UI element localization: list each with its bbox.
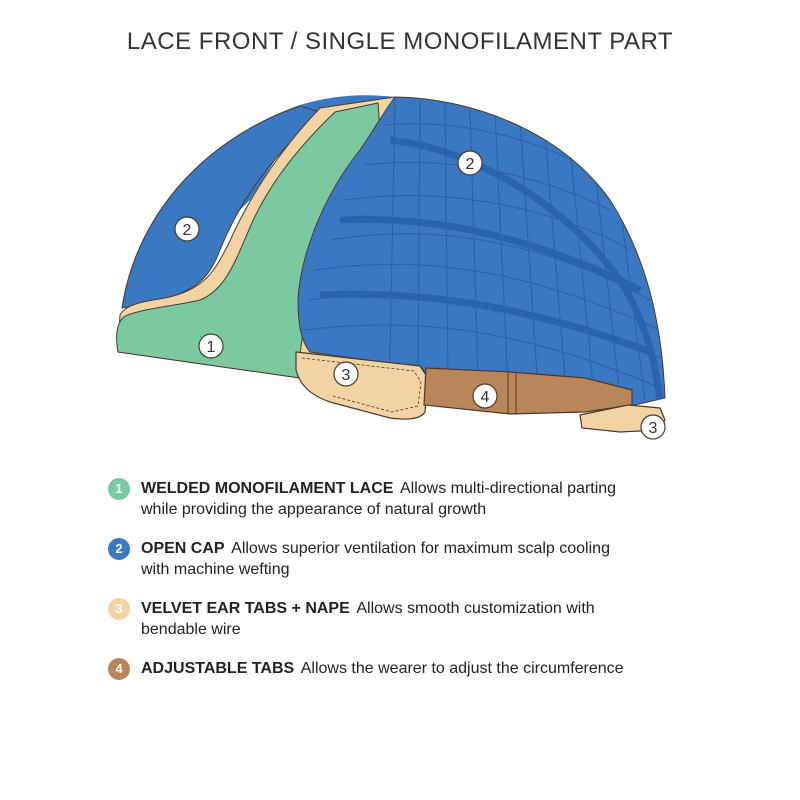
svg-text:3: 3 bbox=[648, 420, 658, 437]
marker-ear-tab bbox=[334, 362, 358, 386]
legend-name: OPEN CAP bbox=[141, 540, 225, 557]
legend-description: Allows smooth customization with bbox=[356, 600, 595, 617]
legend-text bbox=[141, 658, 624, 679]
wig-cap-diagram bbox=[0, 80, 800, 460]
legend-text bbox=[141, 598, 595, 640]
svg-text:4: 4 bbox=[480, 389, 490, 406]
legend-badge: 3 bbox=[108, 598, 130, 620]
svg-text:1: 1 bbox=[206, 339, 216, 356]
marker-lace bbox=[199, 334, 223, 358]
svg-text:2: 2 bbox=[182, 222, 192, 239]
page-title: LACE FRONT / SINGLE MONOFILAMENT PART bbox=[126, 28, 674, 55]
legend-description-line2: bendable wire bbox=[141, 621, 241, 638]
legend-name: VELVET EAR TABS + NAPE bbox=[141, 600, 350, 617]
legend-item bbox=[108, 538, 728, 580]
legend-text bbox=[141, 478, 616, 520]
svg-text:3: 3 bbox=[341, 367, 351, 384]
legend-name: WELDED MONOFILAMENT LACE bbox=[141, 480, 394, 497]
legend-description: Allows superior ventilation for maximum scalp cooling bbox=[231, 540, 610, 557]
marker-nape-tab bbox=[641, 415, 665, 439]
legend-badge: 2 bbox=[108, 538, 130, 560]
legend-name: ADJUSTABLE TABS bbox=[141, 660, 295, 677]
marker-open-cap-front bbox=[175, 217, 199, 241]
marker-open-cap-top bbox=[458, 151, 482, 175]
svg-text:2: 2 bbox=[465, 156, 475, 173]
legend-description-line2: with machine wefting bbox=[141, 561, 290, 578]
legend-item bbox=[108, 598, 728, 640]
legend-item bbox=[108, 658, 728, 680]
legend-text bbox=[141, 538, 610, 580]
legend-item bbox=[108, 478, 728, 520]
legend-description: Allows the wearer to adjust the circumference bbox=[300, 660, 624, 677]
marker-adjustable-tab bbox=[473, 384, 497, 408]
legend-badge: 1 bbox=[108, 478, 130, 500]
legend-description: Allows multi-directional parting bbox=[399, 480, 617, 497]
legend-badge: 4 bbox=[108, 658, 130, 680]
legend bbox=[108, 478, 728, 698]
legend-description-line2: while providing the appearance of natural growth bbox=[141, 501, 487, 518]
